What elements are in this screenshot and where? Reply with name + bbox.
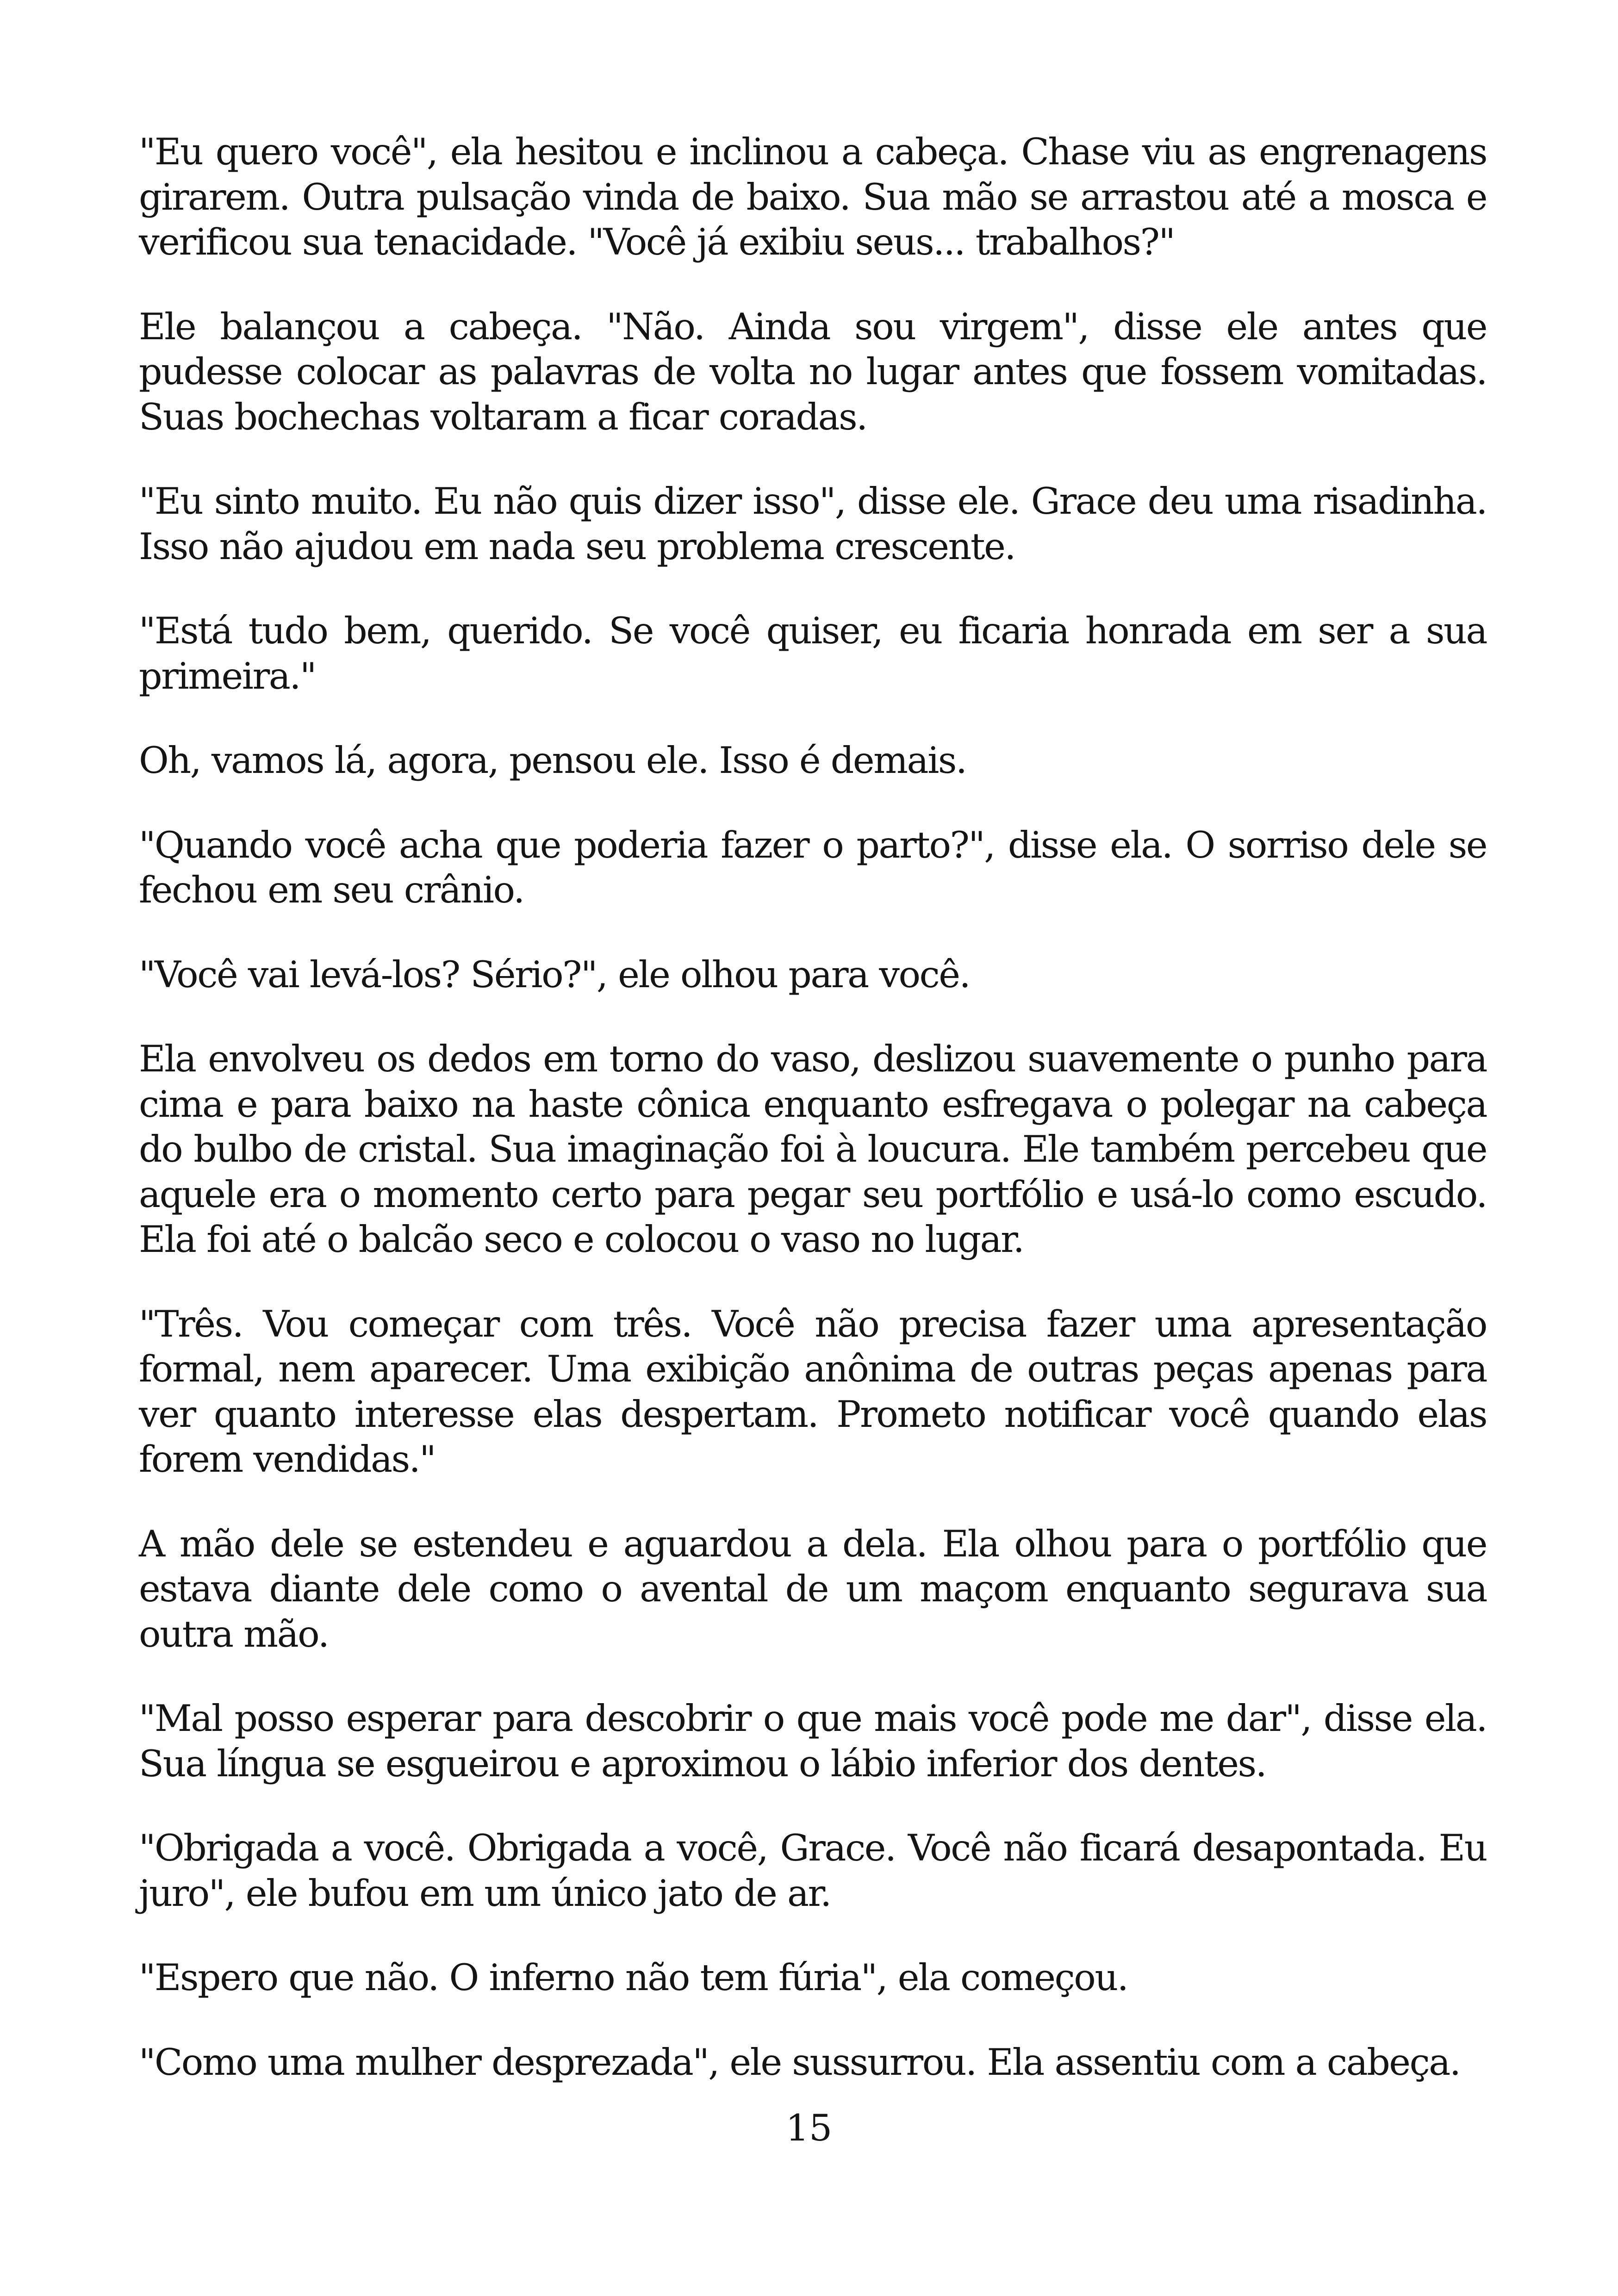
body-text — [139, 130, 1487, 2124]
paragraph: "Está tudo bem, querido. Se você quiser, eu ficaria honrada em ser a sua primeira." — [139, 610, 1487, 697]
paragraph: "Espero que não. O inferno não tem fúria", ela começou. — [139, 1956, 1128, 1999]
paragraph: A mão dele se estendeu e aguardou a dela. Ela olhou para o portfólio que estava diante dele como o avental de um maçom enquanto segurava sua outra mão. — [139, 1522, 1487, 1655]
paragraph: "Mal posso esperar para descobrir o que mais você pode me dar", disse ela. Sua língua se esgueirou e aproximou o lábio inferior dos dentes. — [139, 1697, 1487, 1785]
paragraph: "Você vai levá-los? Sério?", ele olhou para você. — [139, 953, 970, 996]
paragraph: Ele balançou a cabeça. "Não. Ainda sou virgem", disse ele antes que pudesse colocar as palavras de volta no lugar antes que fossem vomitadas. Suas bochechas voltaram a ficar coradas. — [139, 305, 1487, 438]
paragraph: "Eu quero você", ela hesitou e inclinou a cabeça. Chase viu as engrenagens girarem. Outra pulsação vinda de baixo. Sua mão se arrastou até a mosca e verificou sua tenacidade. "Você já exibiu seus... trabalhos?" — [139, 131, 1487, 263]
paragraph: "Eu sinto muito. Eu não quis dizer isso", disse ele. Grace deu uma risadinha. Isso não ajudou em nada seu problema crescente. — [139, 480, 1487, 568]
paragraph: "Quando você acha que poderia fazer o parto?", disse ela. O sorriso dele se fechou em seu crânio. — [139, 823, 1487, 911]
paragraph: Ela envolveu os dedos em torno do vaso, deslizou suavemente o punho para cima e para baixo na haste cônica enquanto esfregava o polegar na cabeça do bulbo de cristal. Sua imaginação foi à loucura. Ele também percebeu que aquele era o momento certo para pegar seu portfólio e usá-lo como escudo. Ela foi até o balcão seco e colocou o vaso no lugar. — [139, 1038, 1487, 1261]
paragraph: Oh, vamos lá, agora, pensou ele. Isso é demais. — [139, 739, 966, 782]
page-number: 15 — [785, 2107, 833, 2149]
paragraph: "Obrigada a você. Obrigada a você, Grace. Você não ficará desapontada. Eu juro", ele bufou em um único jato de ar. — [139, 1827, 1487, 1915]
paragraph: "Como uma mulher desprezada", ele sussurrou. Ela assentiu com a cabeça. — [139, 2041, 1460, 2084]
paragraph: "Três. Vou começar com três. Você não precisa fazer uma apresentação formal, nem aparecer. Uma exibição anônima de outras peças apenas para ver quanto interesse elas despertam. Prometo notificar você quando elas forem vendidas." — [139, 1302, 1487, 1481]
